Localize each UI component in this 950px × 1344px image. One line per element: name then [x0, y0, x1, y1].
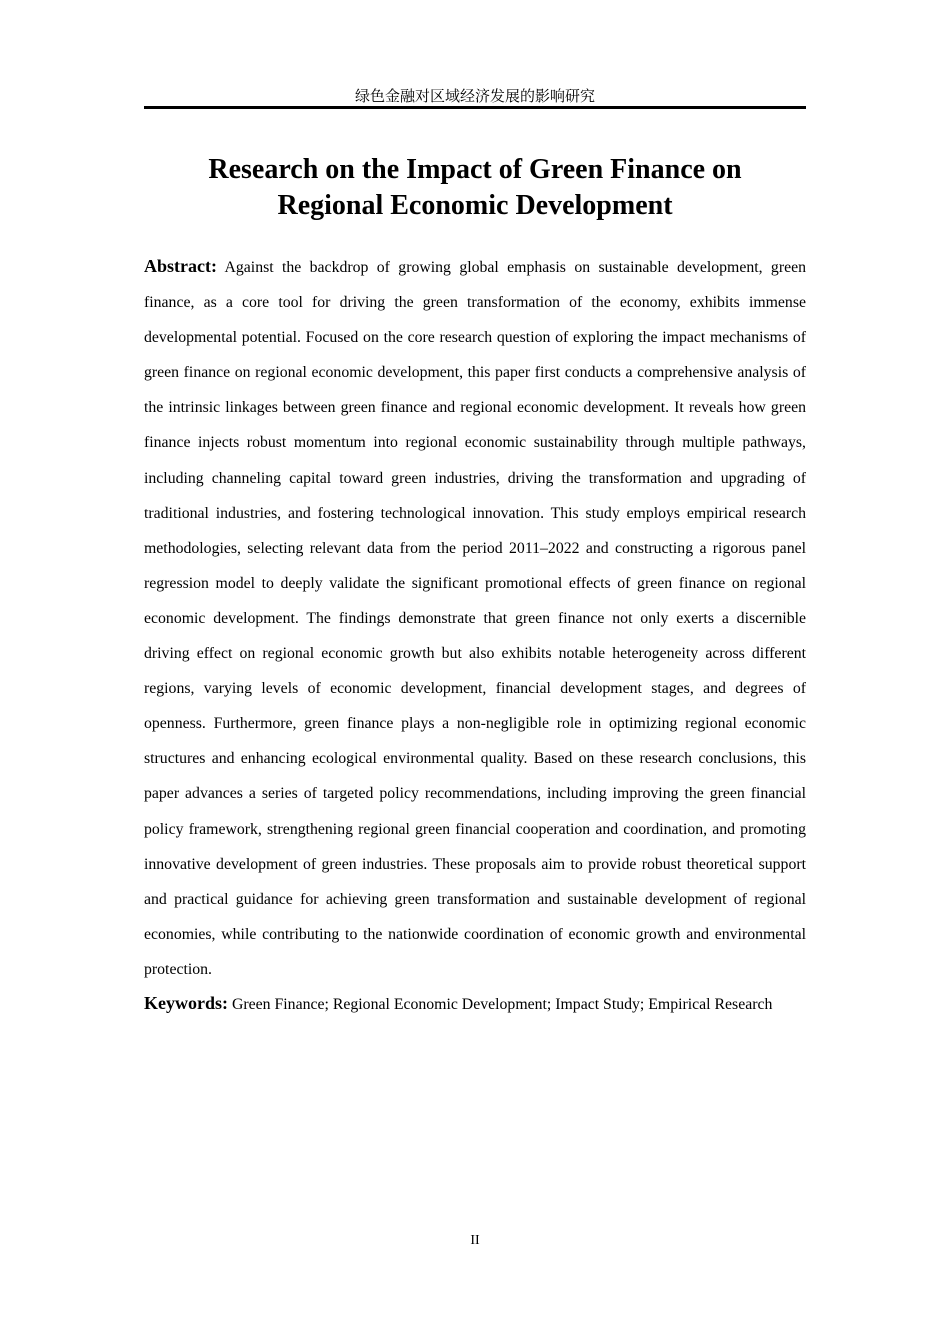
header-rule: [144, 106, 806, 109]
abstract-text: Against the backdrop of growing global emphasis on sustainable development, green finance, as a core tool for driving the green transformation of the economy, exhibits immense developmental potential. Focused on the core research question of exploring the impact mechanisms of green finance on regional economic development, this paper first conducts a comprehensive analysis of the intrinsic linkages between green finance and regional economic development. It reveals how green finance injects robust momentum into regional economic sustainability through multiple pathways, including channeling capital toward green industries, driving the transformation and upgrading of traditional industries, and fostering technological innovation. This study employs empirical research methodologies, selecting relevant data from the period 2011–2022 and constructing a rigorous panel regression model to deeply validate the significant promotional effects of green finance on regional economic development. The findings demonstrate that green finance not only exerts a discernible driving effect on regional economic growth but also exhibits notable heterogeneity across different regions, varying levels of economic development, financial development stages, and degrees of openness. Furthermore, green finance plays a non-negligible role in optimizing regional economic structures and enhancing ecological environmental quality. Based on these research conclusions, this paper advances a series of targeted policy recommendations, including improving the green financial policy framework, strengthening regional green financial cooperation and coordination, and promoting innovative development of green industries. These proposals aim to provide robust theoretical support and practical guidance for achieving green transformation and sustainable development of regional economies, while contributing to the nationwide coordination of economic growth and environmental protection.: [144, 259, 807, 978]
keywords: [144, 986, 806, 1022]
title-line-1: Research on the Impact of Green Finance on: [208, 154, 742, 185]
abstract: [144, 249, 806, 987]
keywords-text: Green Finance; Regional Economic Development; Impact Study; Empirical Research: [231, 996, 773, 1013]
page-number: II: [470, 1233, 480, 1248]
title-line-2: Regional Economic Development: [277, 190, 673, 221]
keywords-label: Keywords:: [144, 993, 228, 1013]
running-header: 绿色金融对区域经济发展的影响研究: [354, 87, 595, 105]
abstract-label: Abstract:: [144, 256, 217, 276]
paper-title: [144, 152, 806, 224]
